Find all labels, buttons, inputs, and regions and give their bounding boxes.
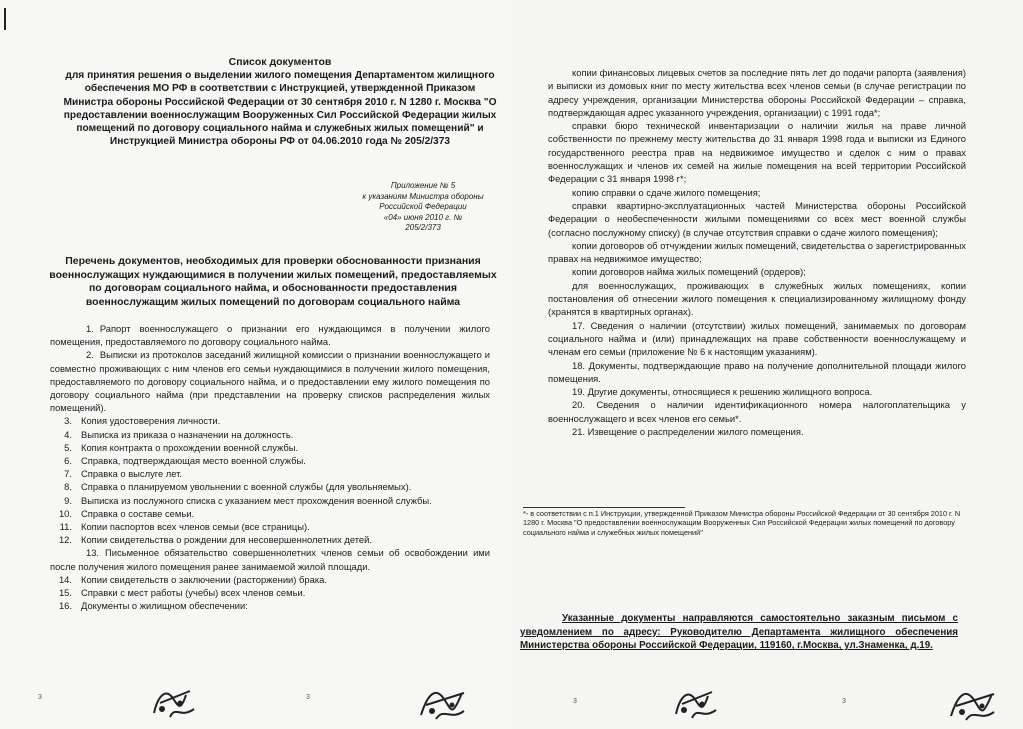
appendix-reference bbox=[348, 181, 498, 234]
document-title bbox=[60, 56, 500, 148]
signature-scribble bbox=[672, 684, 720, 724]
paragraph: копию справки о сдаче жилого помещения; bbox=[572, 186, 761, 198]
document-list bbox=[50, 322, 490, 612]
list-item bbox=[50, 533, 490, 546]
title-line: предоставлении военнослужащим Вооруженных Сил Российской Федерации жилых bbox=[63, 109, 497, 121]
appendix-line: «04» июня 2010 г. № bbox=[383, 212, 463, 222]
page-mark: 3 bbox=[573, 698, 577, 705]
documents-continued bbox=[548, 66, 966, 438]
title-line: Инструкцией Министра обороны РФ от 04.06.2010 года № 205/2/373 bbox=[109, 136, 451, 148]
item-number: 1. bbox=[86, 323, 94, 334]
item-number: 2. bbox=[86, 349, 94, 361]
paragraph: копии договоров найма жилых помещений (ордеров); bbox=[572, 266, 806, 278]
list-item bbox=[50, 546, 490, 572]
item-text: Копия удостоверения личности. bbox=[81, 415, 221, 427]
list-item bbox=[50, 480, 490, 493]
subtitle-line: военнослужащих нуждающимися в получении жилых помещений, предоставляемых bbox=[49, 268, 497, 281]
numbered-paragraph: 17. Сведения о наличии (отсутствии) жилых помещений, занимаемых по договорам социального найма и (или) принадлежащих на праве собственности военнослужащему и членам его семьи (приложение № 6 к настоящим указаниям). bbox=[548, 319, 966, 358]
page-mark: 3 bbox=[38, 694, 42, 701]
subtitle-line: по договорам социального найма, и обоснованности предоставления bbox=[88, 282, 458, 295]
item-number: 8. bbox=[64, 481, 72, 493]
item-number: 10. bbox=[58, 507, 72, 519]
list-item bbox=[50, 467, 490, 480]
title-line: обеспечения МО РФ в соответствии с Инструкцией, утвержденной Приказом bbox=[84, 83, 476, 95]
item-text: Документы о жилищном обеспечении: bbox=[81, 600, 248, 612]
item-number: 14. bbox=[58, 573, 72, 585]
item-text: Справка о планируемом увольнении с военной службы (для увольняемых). bbox=[81, 481, 412, 493]
title-line: помещений по договору социального найма и служебных жилых помещений" и bbox=[76, 123, 484, 135]
page-mark: 3 bbox=[842, 698, 846, 705]
footnote-rule bbox=[523, 507, 685, 508]
signature-scribble bbox=[418, 683, 468, 725]
item-number: 15. bbox=[58, 587, 72, 599]
mailing-notice: Указанные документы направляются самостоятельно заказным письмом с уведомлением по адресу: Руководителю Департамента жилищного обеспечения Министерства обороны Российской Федерации, 119160, г.Москва, ул.Знаменка, д.19. bbox=[520, 613, 958, 652]
numbered-paragraph: 18. Документы, подтверждающие право на получение дополнительной площади жилого помещения. bbox=[548, 359, 966, 384]
signature-scribble bbox=[150, 683, 198, 723]
item-number: 12. bbox=[58, 534, 72, 546]
list-item bbox=[50, 322, 490, 348]
item-text: Копия контракта о прохождении военной службы. bbox=[81, 441, 299, 453]
item-text: Выписки из протоколов заседаний жилищной комиссии о признании военнослужащего и совместно проживающих с ним членов его семьи нуждающимися в получении жилого помещения, предоставляемого по договору социального найма, и о предоставлении ему жилого помещения по договору социального найма (при представлении на проверку списков распределения жилых помещений). bbox=[50, 349, 490, 414]
appendix-line: Российской Федерации bbox=[379, 202, 467, 212]
title-line: Список документов bbox=[228, 56, 332, 68]
item-number: 16. bbox=[58, 600, 72, 612]
item-text: Копии паспортов всех членов семьи (все страницы). bbox=[81, 521, 310, 533]
subtitle-line: Перечень документов, необходимых для проверки обоснованности признания bbox=[65, 255, 481, 267]
list-item bbox=[50, 494, 490, 507]
list-heading bbox=[40, 255, 506, 309]
numbered-paragraph: 19. Другие документы, относящиеся к решению жилищного вопроса. bbox=[572, 386, 873, 398]
item-text: Справка о выслуге лет. bbox=[81, 468, 183, 480]
list-item bbox=[50, 507, 490, 520]
item-text: Письменное обязательство совершеннолетних членов семьи об освобождении ими после получения жилого помещения ранее занимаемой жилой площади. bbox=[50, 547, 490, 572]
item-text: Справка о составе семьи. bbox=[81, 507, 195, 519]
appendix-line: к указаниям Министра обороны bbox=[362, 191, 484, 201]
numbered-paragraph: 21. Извещение о распределении жилого помещения. bbox=[572, 426, 804, 438]
list-item bbox=[50, 414, 490, 427]
paragraph: для военнослужащих, проживающих в служебных жилых помещениях, копии постановления об отнесении жилого помещения к специализированному жилищному фонду (хранятся в квартирных органах). bbox=[548, 279, 966, 318]
binding-mark bbox=[4, 8, 6, 30]
item-number: 9. bbox=[64, 494, 72, 506]
title-line: для принятия решения о выделении жилого помещения Департаментом жилищного bbox=[65, 70, 495, 82]
paragraph: копии финансовых лицевых счетов за последние пять лет до подачи рапорта (заявления) и выписки из домовых книг по месту жительства всех членов семьи (в случае регистрации по адресу учреждения, организации Министерства обороны Российской Федерации – справка, подтверждающая адрес указанного учреждения, организации) с 1991 года*; bbox=[548, 67, 966, 118]
item-number: 13. bbox=[86, 547, 100, 559]
item-text: Копии свидетельства о рождении для несовершеннолетних детей. bbox=[81, 534, 372, 546]
item-text: Рапорт военнослужащего о признании его нуждающимся в получении жилого помещения, предоставляемого по договору социального найма. bbox=[50, 323, 490, 348]
list-item bbox=[50, 520, 490, 533]
item-number: 5. bbox=[64, 441, 72, 453]
item-text: Справки с мест работы (учебы) всех членов семьи. bbox=[81, 587, 306, 599]
list-item bbox=[50, 454, 490, 467]
numbered-paragraph: 20. Сведения о наличии идентификационного номера налогоплательщика у военнослужащего и всех членов его семьи*. bbox=[548, 399, 966, 424]
item-number: 6. bbox=[64, 455, 72, 467]
appendix-line: Приложение № 5 bbox=[390, 181, 456, 190]
page-mark: 3 bbox=[306, 694, 310, 701]
paragraph: справки квартирно-эксплуатационных частей Министерства обороны Российской Федерации о необеспеченности жилыми помещениями со всех мест военной службы (согласно послужному списку) (в случае отсутствия справки о сдаче жилого помещения); bbox=[548, 199, 966, 238]
subtitle-line: военнослужащим жилых помещений по договорам социального найма bbox=[85, 295, 461, 308]
item-text: Справка, подтверждающая место военной службы. bbox=[81, 455, 306, 467]
list-item bbox=[50, 573, 490, 586]
list-item bbox=[50, 348, 490, 414]
title-line: Министра обороны Российской Федерации от 30 сентября 2010 г. N 1280 г. Москва "О bbox=[63, 96, 497, 108]
footnote: *- в соответствии с п.1 Инструкции, утвержденной Приказом Министра обороны Российской Федерации от 30 сентября 2010 г. N 1280 г. Москва "О предоставлении военнослужащим Вооруженных Сил Российской Федерации жилых помещений по договору социального найма и служебных жилых помещений" bbox=[523, 509, 961, 537]
appendix-line: 205/2/373 bbox=[405, 223, 441, 233]
list-item bbox=[50, 441, 490, 454]
list-item bbox=[50, 428, 490, 441]
item-number: 4. bbox=[64, 428, 72, 440]
list-item bbox=[50, 586, 490, 599]
item-text: Выписка из приказа о назначении на должность. bbox=[81, 428, 294, 440]
paragraph: справки бюро технической инвентаризации о наличии жилья на праве личной собственности по прежнему месту жительства до 31 января 1998 года и выписки из Единого государственного реестра прав на недвижимое имущество и сделок с ним о правах военнослужащих и членов их семей на жилые помещения на всей территории Российской Федерации с 31 января 1998 г*; bbox=[548, 120, 966, 185]
paragraph: копии договоров об отчуждении жилых помещений, свидетельства о зарегистрированных правах на недвижимое имущество; bbox=[548, 239, 966, 265]
item-text: Выписка из послужного списка с указанием мест прохождения военной службы. bbox=[81, 494, 432, 506]
item-text: Копии свидетельств о заключении (расторжении) брака. bbox=[81, 573, 327, 585]
list-item bbox=[50, 599, 490, 612]
item-number: 7. bbox=[64, 468, 72, 480]
item-number: 11. bbox=[59, 521, 72, 533]
item-number: 3. bbox=[64, 415, 72, 427]
signature-scribble bbox=[948, 684, 998, 726]
